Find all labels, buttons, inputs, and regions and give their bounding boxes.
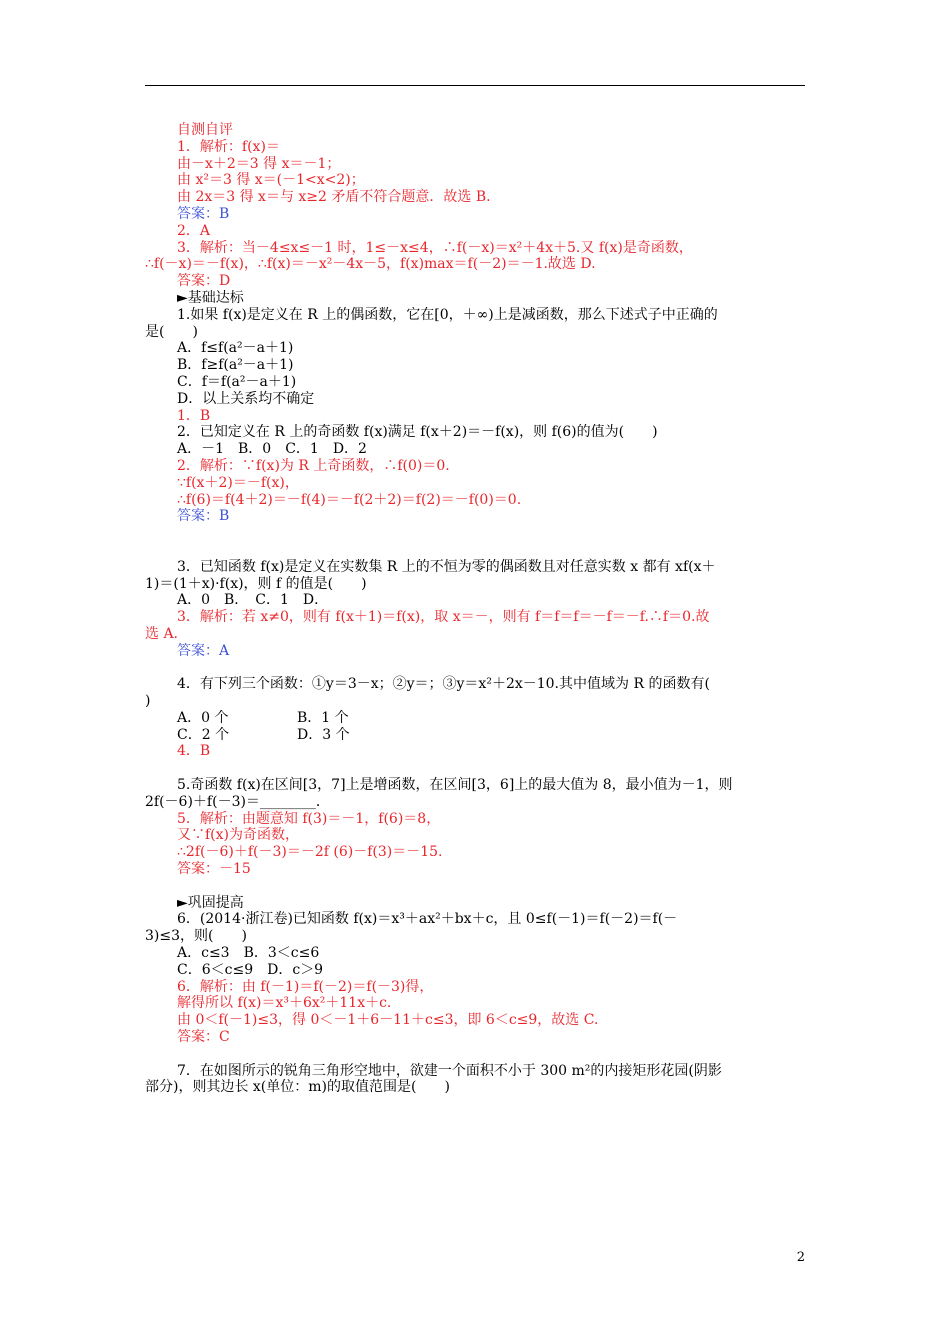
blank-gap [145, 1046, 807, 1063]
text-line: 解得所以 f(x)＝x³＋6x²＋11x＋c. [177, 995, 392, 1012]
text-line: A．0 B． C．1 D． [177, 592, 329, 609]
page-number: 2 [796, 1250, 805, 1265]
text-line: 答案：－15 [177, 861, 251, 878]
text-line: ) [145, 693, 151, 710]
text-line: 2．A [177, 222, 211, 239]
text-line: 由 0＜f(－1)≤3，得 0＜－1＋6－11＋c≤3，即 6＜c≤9，故选 C. [177, 1012, 599, 1029]
text-line: 由－x＋2＝3 得 x＝－1； [177, 155, 341, 172]
text-line: ∵f(x＋2)＝－f(x)， [177, 474, 299, 491]
text-line: 由 x²＝3 得 x＝(－1<x<2)； [177, 172, 365, 189]
text-line: 2．解析：∵f(x)为 R 上奇函数，∴f(0)＝0. [177, 457, 450, 474]
text-line: 7．在如图所示的锐角三角形空地中，欲建一个面积不小于 300 m²的内接矩形花园(阴影 [177, 1062, 722, 1079]
text-line: A．c≤3 B．3＜c≤6 [177, 945, 320, 962]
option-left: C．2 个 [177, 726, 230, 743]
text-line: C．6＜c≤9 D．c＞9 [177, 961, 324, 978]
text-line: A．f≤f(a²－a＋1) [177, 340, 294, 357]
text-line: 2．已知定义在 R 上的奇函数 f(x)满足 f(x＋2)＝－f(x)，则 f(6)的值为( ) [177, 424, 658, 441]
text-line: 4．B [177, 743, 211, 760]
document-body [145, 122, 807, 1096]
text-line: 选 A. [145, 625, 179, 642]
text-line: 2f(－6)＋f(－3)＝________． [145, 793, 330, 810]
blank-gap [145, 878, 807, 895]
text-line: A．－1 B．0 C．1 D．2 [177, 441, 367, 458]
text-line: 自测自评 [177, 122, 233, 138]
option-left: A．0 个 [177, 709, 229, 726]
text-line: ►巩固提高 [177, 894, 244, 911]
text-line: 答案：C [177, 1029, 230, 1046]
text-line: 3．已知函数 f(x)是定义在实数集 R 上的不恒为零的偶函数且对任意实数 x 都有 xf(x＋ [177, 558, 716, 575]
text-line: 3．解析：若 x≠0，则有 f(x＋1)＝f(x)，取 x＝－，则有 f＝f＝f＝－f＝－f.∴f＝0.故 [177, 609, 710, 626]
text-line: 3．解析：当－4≤x≤－1 时，1≤－x≤4，∴f(－x)＝x²＋4x＋5.又 f(x)是奇函数， [177, 239, 693, 256]
text-line: 部分)，则其边长 x(单位：m)的取值范围是( ) [145, 1079, 450, 1096]
text-line: D．以上关系均不确定 [177, 390, 315, 407]
text-line: 1)＝(1＋x)·f(x)，则 f 的值是( ) [145, 575, 367, 592]
text-line: ∴f(－x)＝－f(x)，∴f(x)＝－x²－4x－5，f(x)max＝f(－2)＝－1.故选 D. [145, 256, 596, 273]
option-right: D．3 个 [297, 726, 350, 743]
text-line: 答案：B [177, 508, 230, 525]
blank-gap [145, 525, 807, 559]
option-right: B．1 个 [297, 709, 349, 726]
header-rule [145, 85, 805, 86]
text-line: 5．解析：由题意知 f(3)＝－1，f(6)＝8， [177, 810, 441, 827]
text-line [145, 710, 807, 727]
text-line: 6．(2014·浙江卷)已知函数 f(x)＝x³＋ax²＋bx＋c，且 0≤f(－1)＝f(－2)＝f(－ [177, 911, 678, 928]
text-line: ►基础达标 [177, 289, 244, 306]
text-line: 1.如果 f(x)是定义在 R 上的偶函数，它在[0，＋∞)上是减函数，那么下述式子中正确的 [177, 306, 718, 323]
text-line: 6．解析：由 f(－1)＝f(－2)＝f(－3)得， [177, 978, 434, 995]
text-line: 1．B [177, 407, 211, 424]
text-line: 是( ) [145, 323, 198, 340]
text-line: B．f≥f(a²－a＋1) [177, 357, 294, 374]
text-line: 4．有下列三个函数：①y＝3－x；②y＝；③y＝x²＋2x－10.其中值域为 R 的函数有( [177, 676, 710, 693]
text-line: ∴2f(－6)＋f(－3)＝－2f (6)－f(3)＝－15. [177, 844, 443, 861]
text-line: 1．解析：f(x)＝ [177, 138, 280, 155]
text-line: 5.奇函数 f(x)在区间[3，7]上是增函数，在区间[3，6]上的最大值为 8，最小值为－1，则 [177, 777, 733, 794]
text-line: 答案：B [177, 205, 230, 222]
blank-gap [145, 760, 807, 777]
blank-gap [145, 660, 807, 677]
text-line: 答案：D [177, 273, 231, 290]
text-line: 又∵f(x)为奇函数， [177, 827, 300, 844]
text-line: ∴f(6)＝f(4＋2)＝－f(4)＝－f(2＋2)＝f(2)＝－f(0)＝0. [177, 491, 522, 508]
text-line: C．f＝f(a²－a＋1) [177, 373, 297, 390]
text-line [145, 727, 807, 744]
text-line: 答案：A [177, 642, 230, 659]
text-line: 由 2x＝3 得 x＝与 x≥2 矛盾不符合题意．故选 B. [177, 189, 491, 206]
text-line: 3)≤3，则( ) [145, 928, 247, 945]
